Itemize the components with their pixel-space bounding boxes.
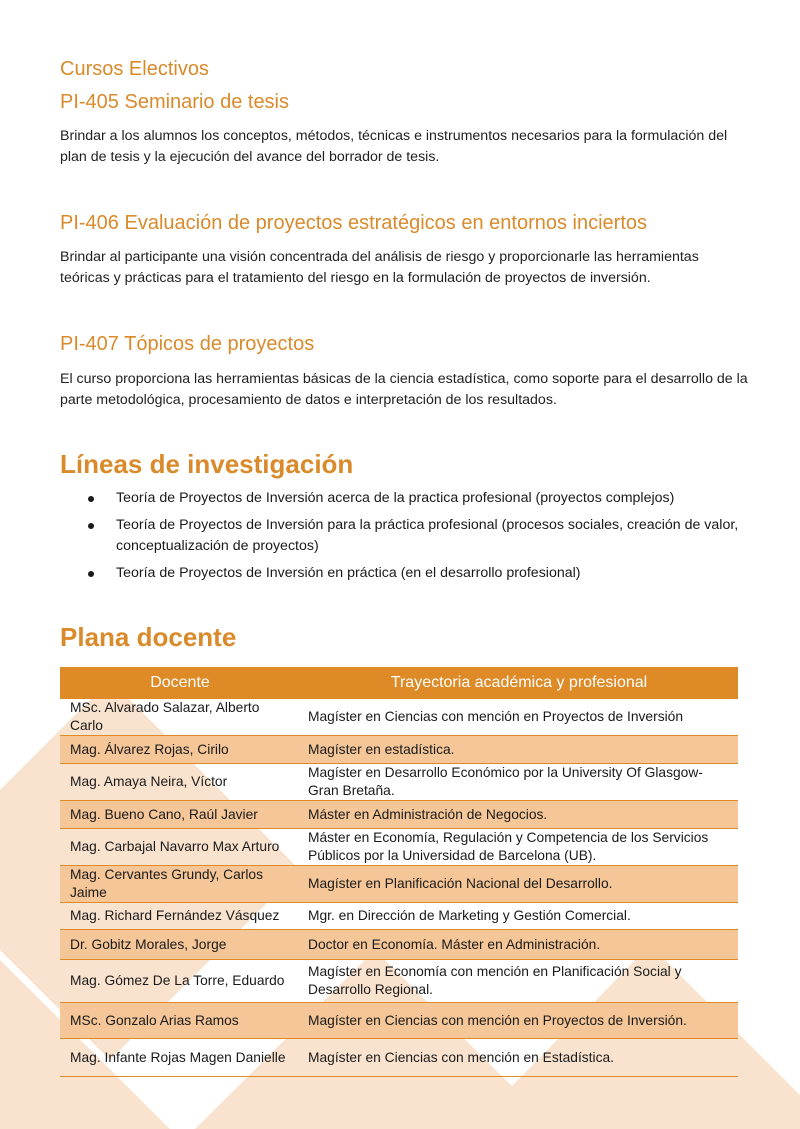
- trayectoria-cell: Magíster en Desarrollo Económico por la University Of Glasgow-Gran Bretaña.: [300, 764, 738, 801]
- list-item-text: Teoría de Proyectos de Inversión para la práctica profesional (procesos sociales, creación de valor, conceptualización de proyectos): [116, 517, 739, 554]
- list-item-text: Teoría de Proyectos de Inversión en práctica (en el desarrollo profesional): [116, 565, 581, 581]
- research-list: [60, 488, 750, 590]
- docente-cell: Mag. Amaya Neira, Víctor: [60, 764, 300, 801]
- list-item: [60, 515, 750, 557]
- trayectoria-cell: Máster en Administración de Negocios.: [300, 801, 738, 829]
- table-row: [60, 903, 738, 930]
- course-title-pi405: PI-405 Seminario de tesis: [60, 91, 290, 113]
- docente-cell: MSc. Alvarado Salazar, Alberto Carlo: [60, 699, 300, 736]
- docente-cell: Mag. Carbajal Navarro Max Arturo: [60, 829, 300, 866]
- list-item: [60, 488, 750, 509]
- docente-cell: Mag. Álvarez Rojas, Cirilo: [60, 736, 300, 764]
- trayectoria-cell: Magíster en Ciencias con mención en Proyectos de Inversión.: [300, 1003, 738, 1039]
- docente-cell: Mag. Cervantes Grundy, Carlos Jaime: [60, 866, 300, 903]
- faculty-table: [60, 667, 738, 1077]
- trayectoria-cell: Magíster en Planificación Nacional del Desarrollo.: [300, 866, 738, 903]
- research-heading: Líneas de investigación: [60, 449, 354, 479]
- docente-cell: MSc. Gonzalo Arias Ramos: [60, 1003, 300, 1039]
- table-row: [60, 866, 738, 903]
- table-row: [60, 930, 738, 960]
- trayectoria-cell: Máster en Economía, Regulación y Competencia de los Servicios Públicos por la Universidad de Barcelona (UB).: [300, 829, 738, 866]
- course-desc-pi405: Brindar a los alumnos los conceptos, métodos, técnicas e instrumentos necesarios para la formulación del plan de tesis y la ejecución del avance del borrador de tesis.: [60, 128, 728, 165]
- bullet-icon: [88, 571, 94, 577]
- table-row: [60, 1039, 738, 1077]
- trayectoria-cell: Magíster en estadística.: [300, 736, 738, 764]
- table-header-row: [60, 667, 738, 699]
- docente-cell: Dr. Gobitz Morales, Jorge: [60, 930, 300, 960]
- course-desc-pi407: El curso proporciona las herramientas básicas de la ciencia estadística, como soporte para el desarrollo de la parte metodológica, procesamiento de datos e interpretación de los resultados.: [60, 371, 748, 408]
- table-row: [60, 801, 738, 829]
- section-label-electives: Cursos Electivos: [60, 58, 209, 80]
- docente-cell: Mag. Infante Rojas Magen Danielle: [60, 1039, 300, 1077]
- course-title-pi407: PI-407 Tópicos de proyectos: [60, 333, 315, 355]
- table-row: [60, 960, 738, 1003]
- docente-cell: Mag. Richard Fernández Vásquez: [60, 903, 300, 930]
- docente-cell: Mag. Bueno Cano, Raúl Javier: [60, 801, 300, 829]
- table-row: [60, 1003, 738, 1039]
- column-header-trayectoria: Trayectoria académica y profesional: [300, 667, 738, 699]
- table-row: [60, 736, 738, 764]
- trayectoria-cell: Magíster en Ciencias con mención en Proyectos de Inversión: [300, 699, 738, 736]
- column-header-docente: Docente: [60, 667, 300, 699]
- list-item-text: Teoría de Proyectos de Inversión acerca de la practica profesional (proyectos complejos): [116, 490, 675, 506]
- trayectoria-cell: Magíster en Economía con mención en Planificación Social y Desarrollo Regional.: [300, 960, 738, 1003]
- trayectoria-cell: Mgr. en Dirección de Marketing y Gestión Comercial.: [300, 903, 738, 930]
- table-row: [60, 699, 738, 736]
- trayectoria-cell: Magíster en Ciencias con mención en Estadística.: [300, 1039, 738, 1077]
- list-item: [60, 563, 750, 584]
- table-row: [60, 764, 738, 801]
- faculty-heading: Plana docente: [60, 622, 237, 652]
- bullet-icon: [88, 523, 94, 529]
- bullet-icon: [88, 496, 94, 502]
- course-title-pi406: PI-406 Evaluación de proyectos estratégicos en entornos inciertos: [60, 212, 648, 234]
- docente-cell: Mag. Gómez De La Torre, Eduardo: [60, 960, 300, 1003]
- course-desc-pi406: Brindar al participante una visión concentrada del análisis de riesgo y proporcionarle las herramientas teóricas y prácticas para el tratamiento del riesgo en la formulación de proyectos de inversión.: [60, 249, 699, 286]
- table-row: [60, 829, 738, 866]
- trayectoria-cell: Doctor en Economía. Máster en Administración.: [300, 930, 738, 960]
